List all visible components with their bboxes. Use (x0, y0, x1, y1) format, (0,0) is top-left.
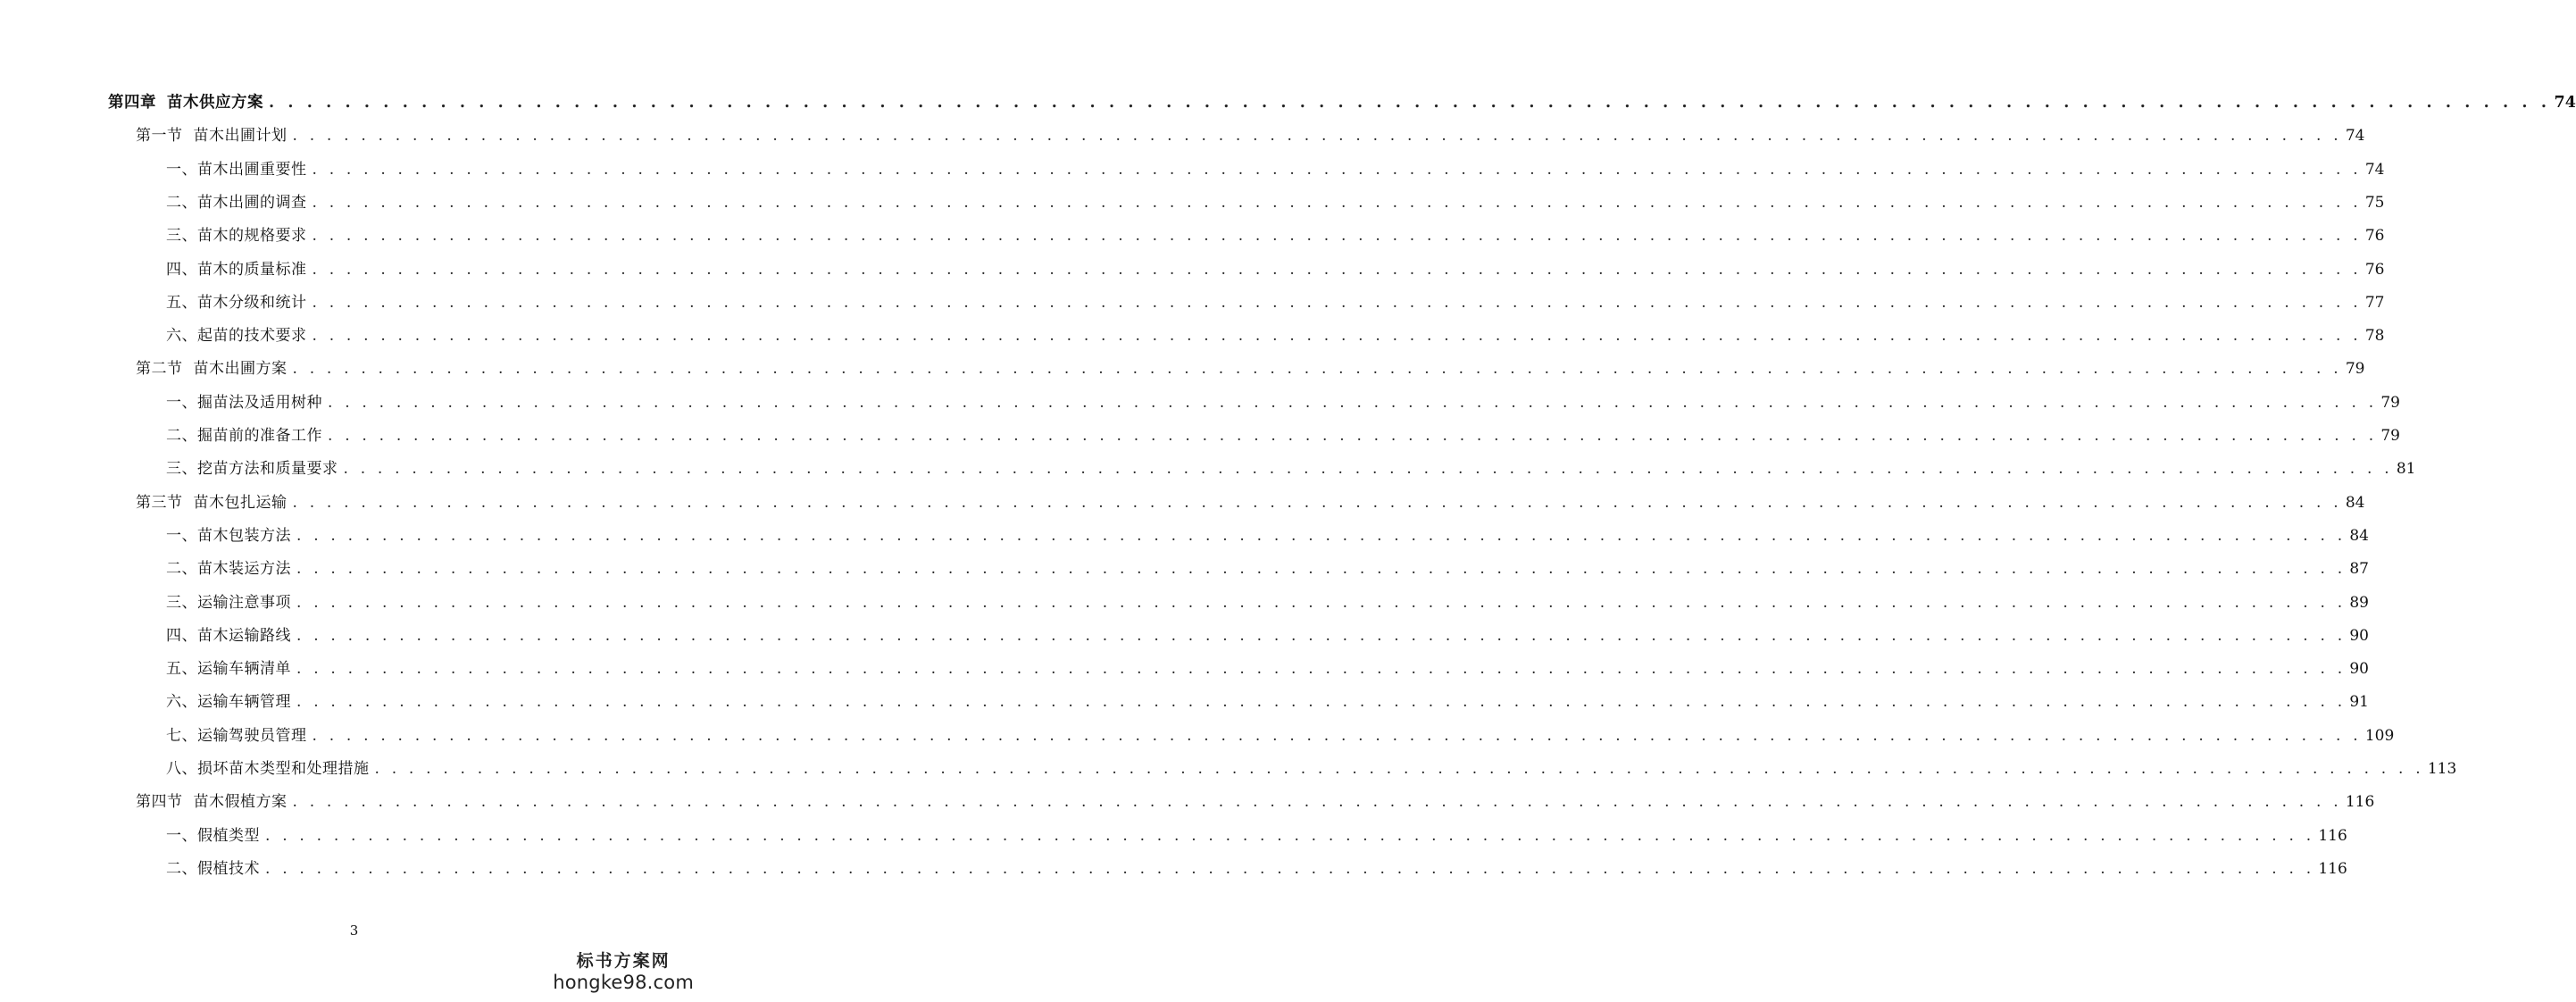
toc-entry-title: 运输驾驶员管理 (197, 726, 307, 745)
toc-entry-page: 84 (2345, 493, 2365, 512)
toc-entry-page: 109 (2364, 726, 2395, 745)
toc-entry-label: 第四节 (136, 793, 183, 812)
toc-entry-title: 运输车辆清单 (197, 660, 291, 679)
toc-leader-dots: . . . . . . . . . . . . . . . . . . . . . . . . . . . . . . . . . . . . . . . . . . . . . . . . . . . . . . . . . . . . . . . . . . . . . . . . . . . . . . . . . . . . . . . . . . . . . . . . . . . . . . . . . . . . . . . . . . . . . . . . (296, 526, 2347, 545)
toc-entry-section[interactable] (136, 488, 2365, 518)
toc-leader-dots: . . . . . . . . . . . . . . . . . . . . . . . . . . . . . . . . . . . . . . . . . . . . . . . . . . . . . . . . . . . . . . . . . . . . . . . . . . . . . . . . . . . . . . . . . . . . . . . . . . . . . . . . . . . . . . . . . . . . . . . . (296, 560, 2347, 579)
watermark-site-name: 标书方案网 (576, 951, 671, 971)
watermark-url: hongke98.com (553, 972, 694, 993)
toc-entry-page: 79 (2345, 360, 2365, 379)
page-number: 3 (349, 923, 359, 939)
toc-leader-dots: . . . . . . . . . . . . . . . . . . . . . . . . . . . . . . . . . . . . . . . . . . . . . . . . . . . . . . . . . . . . . . . . . . . . . . . . . . . . . . . . . . . . . . . . . . . . . . . . . . . . . . . . . . . . . . . . . . . . . . . . (328, 393, 2378, 412)
toc-entry-label: 第二节 (136, 360, 183, 379)
toc-leader-dots: . . . . . . . . . . . . . . . . . . . . . . . . . . . . . . . . . . . . . . . . . . . . . . . . . . . . . . . . . . . . . . . . . . . . . . . . . . . . . . . . . . . . . . . . . . . . . . . . . . . . . . . . . . . . . . . . . . . . . . . . (312, 193, 2362, 212)
toc-leader-dots: . . . . . . . . . . . . . . . . . . . . . . . . . . . . . . . . . . . . . . . . . . . . . . . . . . . . . . . . . . . . . . . . . . . . . . . . . . . . . . . . . . . . . . . . . . . . . . . . . . . . . . . . . . . . . . . . . . . . . . . . (312, 726, 2362, 745)
toc-entry-page: 78 (2364, 327, 2385, 346)
toc-entry-item[interactable] (166, 454, 2416, 484)
toc-entry-page: 90 (2349, 660, 2369, 679)
toc-entry-page: 81 (2396, 460, 2416, 479)
toc-entry-page: 77 (2364, 293, 2385, 312)
toc-entry-label: 三、 (166, 460, 197, 479)
toc-entry-title: 苗木的质量标准 (197, 260, 307, 279)
toc-entry-title: 假植技术 (197, 859, 260, 878)
toc-entry-title: 苗木分级和统计 (197, 293, 307, 312)
toc-entry-label: 二、 (166, 859, 197, 878)
toc-entry-page: 76 (2364, 227, 2385, 246)
toc-leader-dots: . . . . . . . . . . . . . . . . . . . . . . . . . . . . . . . . . . . . . . . . . . . . . . . . . . . . . . . . . . . . . . . . . . . . . . . . . . . . . . . . . . . . . . . . . . . . . . . . . . . . . . . . . . . . . . . . . . . . . . . . (312, 260, 2362, 279)
toc-entry-item[interactable] (166, 621, 2369, 651)
watermark (553, 950, 694, 993)
toc-entry-item[interactable] (166, 188, 2385, 218)
toc-entry-item[interactable] (166, 754, 2457, 784)
toc-entry-title: 起苗的技术要求 (197, 327, 307, 346)
toc-entry-page: 79 (2380, 393, 2400, 412)
toc-entry-label: 八、 (166, 760, 197, 778)
toc-entry-item[interactable] (166, 321, 2385, 351)
toc-entry-page: 84 (2349, 526, 2369, 545)
toc-entry-label: 第三节 (136, 493, 183, 512)
toc-entry-item[interactable] (166, 521, 2369, 551)
toc-entry-title: 苗木装运方法 (197, 560, 291, 579)
toc-entry-page: 74 (2554, 94, 2576, 112)
toc-entry-item[interactable] (166, 421, 2400, 451)
toc-entry-page: 91 (2349, 693, 2369, 712)
toc-entry-label: 五、 (166, 660, 197, 679)
toc-entry-section[interactable] (136, 121, 2365, 151)
toc-entry-page: 87 (2349, 560, 2369, 579)
toc-entry-chapter[interactable] (108, 88, 2576, 118)
toc-entry-page: 76 (2364, 260, 2385, 279)
toc-leader-dots: . . . . . . . . . . . . . . . . . . . . . . . . . . . . . . . . . . . . . . . . . . . . . . . . . . . . . . . . . . . . . . . . . . . . . . . . . . . . . . . . . . . . . . . . . . . . . . . . . . . . . . . . . . . . . . . . . . . . . . . . (296, 660, 2347, 679)
toc-leader-dots: . . . . . . . . . . . . . . . . . . . . . . . . . . . . . . . . . . . . . . . . . . . . . . . . . . . . . . . . . . . . . . . . . . . . . . . . . . . . . . . . . . . . . . . . . . . . . . . . . . . . . . . . . . . . . . . . . . . . . . . . (296, 693, 2347, 712)
toc-entry-label: 第一节 (136, 127, 183, 146)
toc-entry-title: 苗木出圃计划 (193, 127, 288, 146)
toc-entry-label: 六、 (166, 327, 197, 346)
toc-entry-section[interactable] (136, 354, 2365, 384)
toc-leader-dots: . . . . . . . . . . . . . . . . . . . . . . . . . . . . . . . . . . . . . . . . . . . . . . . . . . . . . . . . . . . . . . . . . . . . . . . . . . . . . . . . . . . . . . . . . . . . . . . . . . . . . . . . . . . . . . . . . . . . . . . . (292, 793, 2342, 812)
toc-leader-dots: . . . . . . . . . . . . . . . . . . . . . . . . . . . . . . . . . . . . . . . . . . . . . . . . . . . . . . . . . . . . . . . . . . . . . . . . . . . . . . . . . . . . . . . . . . . . . . . . . . . . . . . . . . . . . . . . . . . . . . . . (312, 293, 2362, 312)
toc-entry-item[interactable] (166, 154, 2385, 185)
toc-entry-title: 掘苗法及适用树种 (197, 393, 322, 412)
toc-leader-dots: . . . . . . . . . . . . . . . . . . . . . . . . . . . . . . . . . . . . . . . . . . . . . . . . . . . . . . . . . . . . . . . . . . . . . . . . . . . . . . . . . . . . . . . . . . . . . . . . . . . . . . . . . . . . . . . . . . . . . . . . (265, 826, 2315, 845)
toc-entry-title: 掘苗前的准备工作 (197, 427, 322, 445)
toc-entry-title: 挖苗方法和质量要求 (197, 460, 338, 479)
toc-entry-title: 苗木的规格要求 (197, 227, 307, 246)
toc-entry-label: 二、 (166, 193, 197, 212)
toc-entry-label: 三、 (166, 227, 197, 246)
toc-entry-section[interactable] (136, 787, 2375, 817)
toc-entry-item[interactable] (166, 721, 2395, 751)
toc-entry-title: 损坏苗木类型和处理措施 (197, 760, 370, 778)
toc-entry-label: 四、 (166, 260, 197, 279)
toc-entry-item[interactable] (166, 388, 2400, 418)
toc-leader-dots: . . . . . . . . . . . . . . . . . . . . . . . . . . . . . . . . . . . . . . . . . . . . . . . . . . . . . . . . . . . . . . . . . . . . . . . . . . . . . . . . . . . . . . . . . . . . . . . . . . . . . . . . . . . . . . . . . . . . . . . . (296, 593, 2347, 612)
toc-entry-label: 一、 (166, 526, 197, 545)
toc-entry-page: 74 (2364, 160, 2385, 179)
toc-leader-dots: . . . . . . . . . . . . . . . . . . . . . . . . . . . . . . . . . . . . . . . . . . . . . . . . . . . . . . . . . . . . . . . . . . . . . . . . . . . . . . . . . . . . . . . . . . . . . . . . . . . . . . . . . . . . . . . . . . . . . . . . (292, 493, 2342, 512)
toc-entry-label: 一、 (166, 826, 197, 845)
toc-entry-label: 一、 (166, 393, 197, 412)
toc-entry-label: 五、 (166, 293, 197, 312)
toc-entry-title: 苗木包扎运输 (193, 493, 288, 512)
toc-entry-title: 苗木出圃方案 (193, 360, 288, 379)
toc-leader-dots: . . . . . . . . . . . . . . . . . . . . . . . . . . . . . . . . . . . . . . . . . . . . . . . . . . . . . . . . . . . . . . . . . . . . . . . . . . . . . . . . . . . . . . . . . . . . . . . . . . . . . . . . . . . . . . . . . . . . . . . . (312, 227, 2362, 246)
toc-entry-page: 75 (2364, 193, 2385, 212)
toc-entry-page: 89 (2349, 593, 2369, 612)
toc-entry-title: 苗木出圃的调查 (197, 193, 307, 212)
toc-entry-title: 苗木包装方法 (197, 526, 291, 545)
toc-leader-dots: . . . . . . . . . . . . . . . . . . . . . . . . . . . . . . . . . . . . . . . . . . . . . . . . . . . . . . . . . . . . . . . . . . . . . . . . . . . . . . . . . . . . . . . . . . . . . . . . . . . . . . . . . . . . . . . . . . . . . . . . (292, 127, 2342, 146)
toc-entry-item[interactable] (166, 687, 2369, 717)
toc-entry-title: 运输注意事项 (197, 593, 291, 612)
toc-entry-title: 苗木假植方案 (193, 793, 288, 812)
toc-leader-dots: . . . . . . . . . . . . . . . . . . . . . . . . . . . . . . . . . . . . . . . . . . . . . . . . . . . . . . . . . . . . . . . . . . . . . . . . . . . . . . . . . . . . . . . . . . . . . . . . . . . . . . . . . . . . . . . . . . . . . . . . (343, 460, 2393, 479)
toc-leader-dots: . . . . . . . . . . . . . . . . . . . . . . . . . . . . . . . . . . . . . . . . . . . . . . . . . . . . . . . . . . . . . . . . . . . . . . . . . . . . . . . . . . . . . . . . . . . . . . . . . . . . . . . . . . . . . . . . . . . . . . . . (312, 160, 2362, 179)
toc-entry-title: 假植类型 (197, 826, 260, 845)
toc-entry-page: 79 (2380, 427, 2400, 445)
toc-leader-dots: . . . . . . . . . . . . . . . . . . . . . . . . . . . . . . . . . . . . . . . . . . . . . . . . . . . . . . . . . . . . . . . . . . . . . . . . . . . . . . . . . . . . . . . . . . . . . . . . . . . . . . . . . . . . . . . . . . . . . . . . (296, 626, 2347, 645)
toc-entry-page: 74 (2345, 127, 2365, 146)
toc-entry-page: 116 (2345, 793, 2375, 812)
toc-entry-label: 六、 (166, 693, 197, 712)
toc-entry-page: 116 (2318, 859, 2347, 878)
toc-entry-label: 三、 (166, 593, 197, 612)
toc-entry-item[interactable] (166, 588, 2369, 618)
toc-leader-dots: . . . . . . . . . . . . . . . . . . . . . . . . . . . . . . . . . . . . . . . . . . . . . . . . . . . . . . . . . . . . . . . . . . . . . . . . . . . . . . . . . . . . . . . . . . . . . . . . . . . . . . . . . . . . . . . . . . . . . . . . (269, 94, 2551, 112)
toc-leader-dots: . . . . . . . . . . . . . . . . . . . . . . . . . . . . . . . . . . . . . . . . . . . . . . . . . . . . . . . . . . . . . . . . . . . . . . . . . . . . . . . . . . . . . . . . . . . . . . . . . . . . . . . . . . . . . . . . . . . . . . . . (374, 760, 2424, 778)
toc-entry-label: 二、 (166, 560, 197, 579)
toc-entry-title: 苗木出圃重要性 (197, 160, 307, 179)
toc-leader-dots: . . . . . . . . . . . . . . . . . . . . . . . . . . . . . . . . . . . . . . . . . . . . . . . . . . . . . . . . . . . . . . . . . . . . . . . . . . . . . . . . . . . . . . . . . . . . . . . . . . . . . . . . . . . . . . . . . . . . . . . . (312, 327, 2362, 346)
toc-entry-item[interactable] (166, 821, 2347, 851)
toc-entry-label: 四、 (166, 626, 197, 645)
toc-entry-page: 90 (2349, 626, 2369, 645)
toc-entry-item[interactable] (166, 654, 2369, 684)
toc-leader-dots: . . . . . . . . . . . . . . . . . . . . . . . . . . . . . . . . . . . . . . . . . . . . . . . . . . . . . . . . . . . . . . . . . . . . . . . . . . . . . . . . . . . . . . . . . . . . . . . . . . . . . . . . . . . . . . . . . . . . . . . . (292, 360, 2342, 379)
toc-entry-label: 第四章 (108, 94, 156, 112)
toc-entry-title: 苗木运输路线 (197, 626, 291, 645)
toc-entry-item[interactable] (166, 255, 2385, 285)
toc-entry-page: 116 (2318, 826, 2347, 845)
toc-leader-dots: . . . . . . . . . . . . . . . . . . . . . . . . . . . . . . . . . . . . . . . . . . . . . . . . . . . . . . . . . . . . . . . . . . . . . . . . . . . . . . . . . . . . . . . . . . . . . . . . . . . . . . . . . . . . . . . . . . . . . . . . (265, 859, 2315, 878)
toc-leader-dots: . . . . . . . . . . . . . . . . . . . . . . . . . . . . . . . . . . . . . . . . . . . . . . . . . . . . . . . . . . . . . . . . . . . . . . . . . . . . . . . . . . . . . . . . . . . . . . . . . . . . . . . . . . . . . . . . . . . . . . . . (328, 427, 2378, 445)
toc-entry-label: 二、 (166, 427, 197, 445)
toc-entry-title: 运输车辆管理 (197, 693, 291, 712)
toc-entry-title: 苗木供应方案 (167, 94, 263, 112)
toc-entry-item[interactable] (166, 221, 2385, 251)
toc-entry-item[interactable] (166, 288, 2385, 318)
toc-entry-label: 一、 (166, 160, 197, 179)
toc-entry-item[interactable] (166, 554, 2369, 584)
toc-entry-item[interactable] (166, 854, 2347, 884)
toc-entry-page: 113 (2427, 760, 2457, 778)
toc-entry-label: 七、 (166, 726, 197, 745)
